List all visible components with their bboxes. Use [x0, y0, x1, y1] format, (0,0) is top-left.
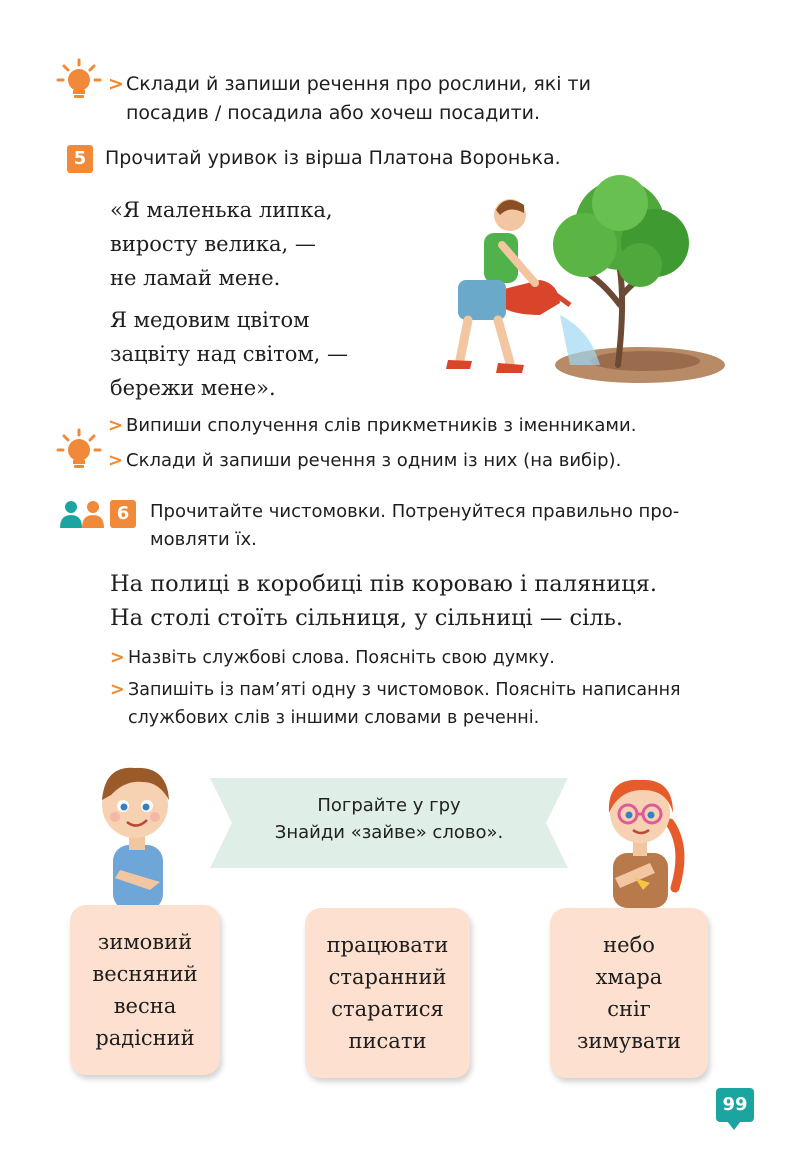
- task-6-bullet-1: > Назвіть службові слова. Поясніть свою думку.: [110, 645, 555, 672]
- card-word: старатися: [331, 997, 444, 1021]
- task-6-instruction-line-1: Прочитайте чистомовки. Потренуйтеся правильно про-: [150, 501, 680, 522]
- card-word: радісний: [95, 1026, 195, 1050]
- tongue-twister: На столі стоїть сільниця, у сільниці — сіль.: [110, 605, 624, 631]
- page-number: 99: [716, 1088, 754, 1122]
- poem-line: не ламай мене.: [110, 266, 281, 290]
- pair-work-icon: [60, 500, 104, 528]
- card-word: зимовий: [97, 930, 193, 954]
- card-word: небо: [603, 933, 655, 957]
- word-card: [550, 908, 708, 1078]
- poem: [110, 193, 348, 405]
- boy-character: [85, 760, 185, 910]
- tip2-line-2: > Склади й запиши речення з одним із них (на вибір).: [108, 447, 621, 474]
- tongue-twister: На полиці в коробиці пів короваю і паляниця.: [110, 571, 658, 597]
- tip-line-2: посадив / посадила або хочеш посадити.: [126, 102, 541, 124]
- lightbulb-icon: [56, 58, 102, 104]
- poem-line: зацвіту над світом, —: [110, 342, 349, 366]
- card-word: старанний: [328, 965, 447, 989]
- bullet-chevron: >: [108, 450, 124, 471]
- game-banner-text: [230, 792, 548, 846]
- card-word: хмара: [595, 965, 663, 989]
- tip2-line-1: > Випиши сполучення слів прикметників з іменниками.: [108, 412, 636, 439]
- poem-line: «Я маленька липка,: [110, 198, 333, 222]
- word-card: [305, 908, 470, 1078]
- card-word: сніг: [607, 997, 651, 1021]
- bullet-chevron: >: [110, 648, 125, 668]
- task-6-bullet-2-continued: службових слів з іншими словами в реченні.: [128, 708, 540, 728]
- task-6-bullet-2: > Запишіть із пам’яті одну з чистомовок. Поясніть написання: [110, 677, 681, 704]
- card-word: писати: [348, 1029, 427, 1053]
- game-title: Пограйте у гру: [317, 795, 461, 816]
- bullet-chevron: >: [108, 73, 124, 95]
- word-card: [70, 905, 220, 1075]
- poem-line: бережи мене».: [110, 376, 276, 400]
- card-word: працювати: [326, 933, 449, 957]
- poem-line: Я медовим цвітом: [110, 308, 310, 332]
- bullet-chevron: >: [108, 415, 124, 436]
- task-6-instruction-line-2: мовляти їх.: [150, 529, 257, 550]
- task-number-badge: 5: [67, 145, 93, 173]
- task-5-instruction: Прочитай уривок із вірша Платона Воронька.: [105, 147, 561, 169]
- boy-watering-tree-illustration: [440, 175, 730, 390]
- poem-line: виросту велика, —: [110, 232, 316, 256]
- tip-line-1: > Склади й запиши речення про рослини, які ти: [108, 70, 591, 99]
- task-number-badge: 6: [110, 500, 136, 528]
- card-word: весна: [113, 994, 177, 1018]
- bullet-chevron: >: [110, 680, 125, 700]
- game-name: Знайди «зайве» слово».: [274, 822, 504, 843]
- card-word: зимувати: [576, 1029, 682, 1053]
- lightbulb-icon: [56, 428, 102, 474]
- page-number-tab-tail: [727, 1121, 741, 1131]
- girl-character: [595, 768, 690, 908]
- card-word: весняний: [92, 962, 198, 986]
